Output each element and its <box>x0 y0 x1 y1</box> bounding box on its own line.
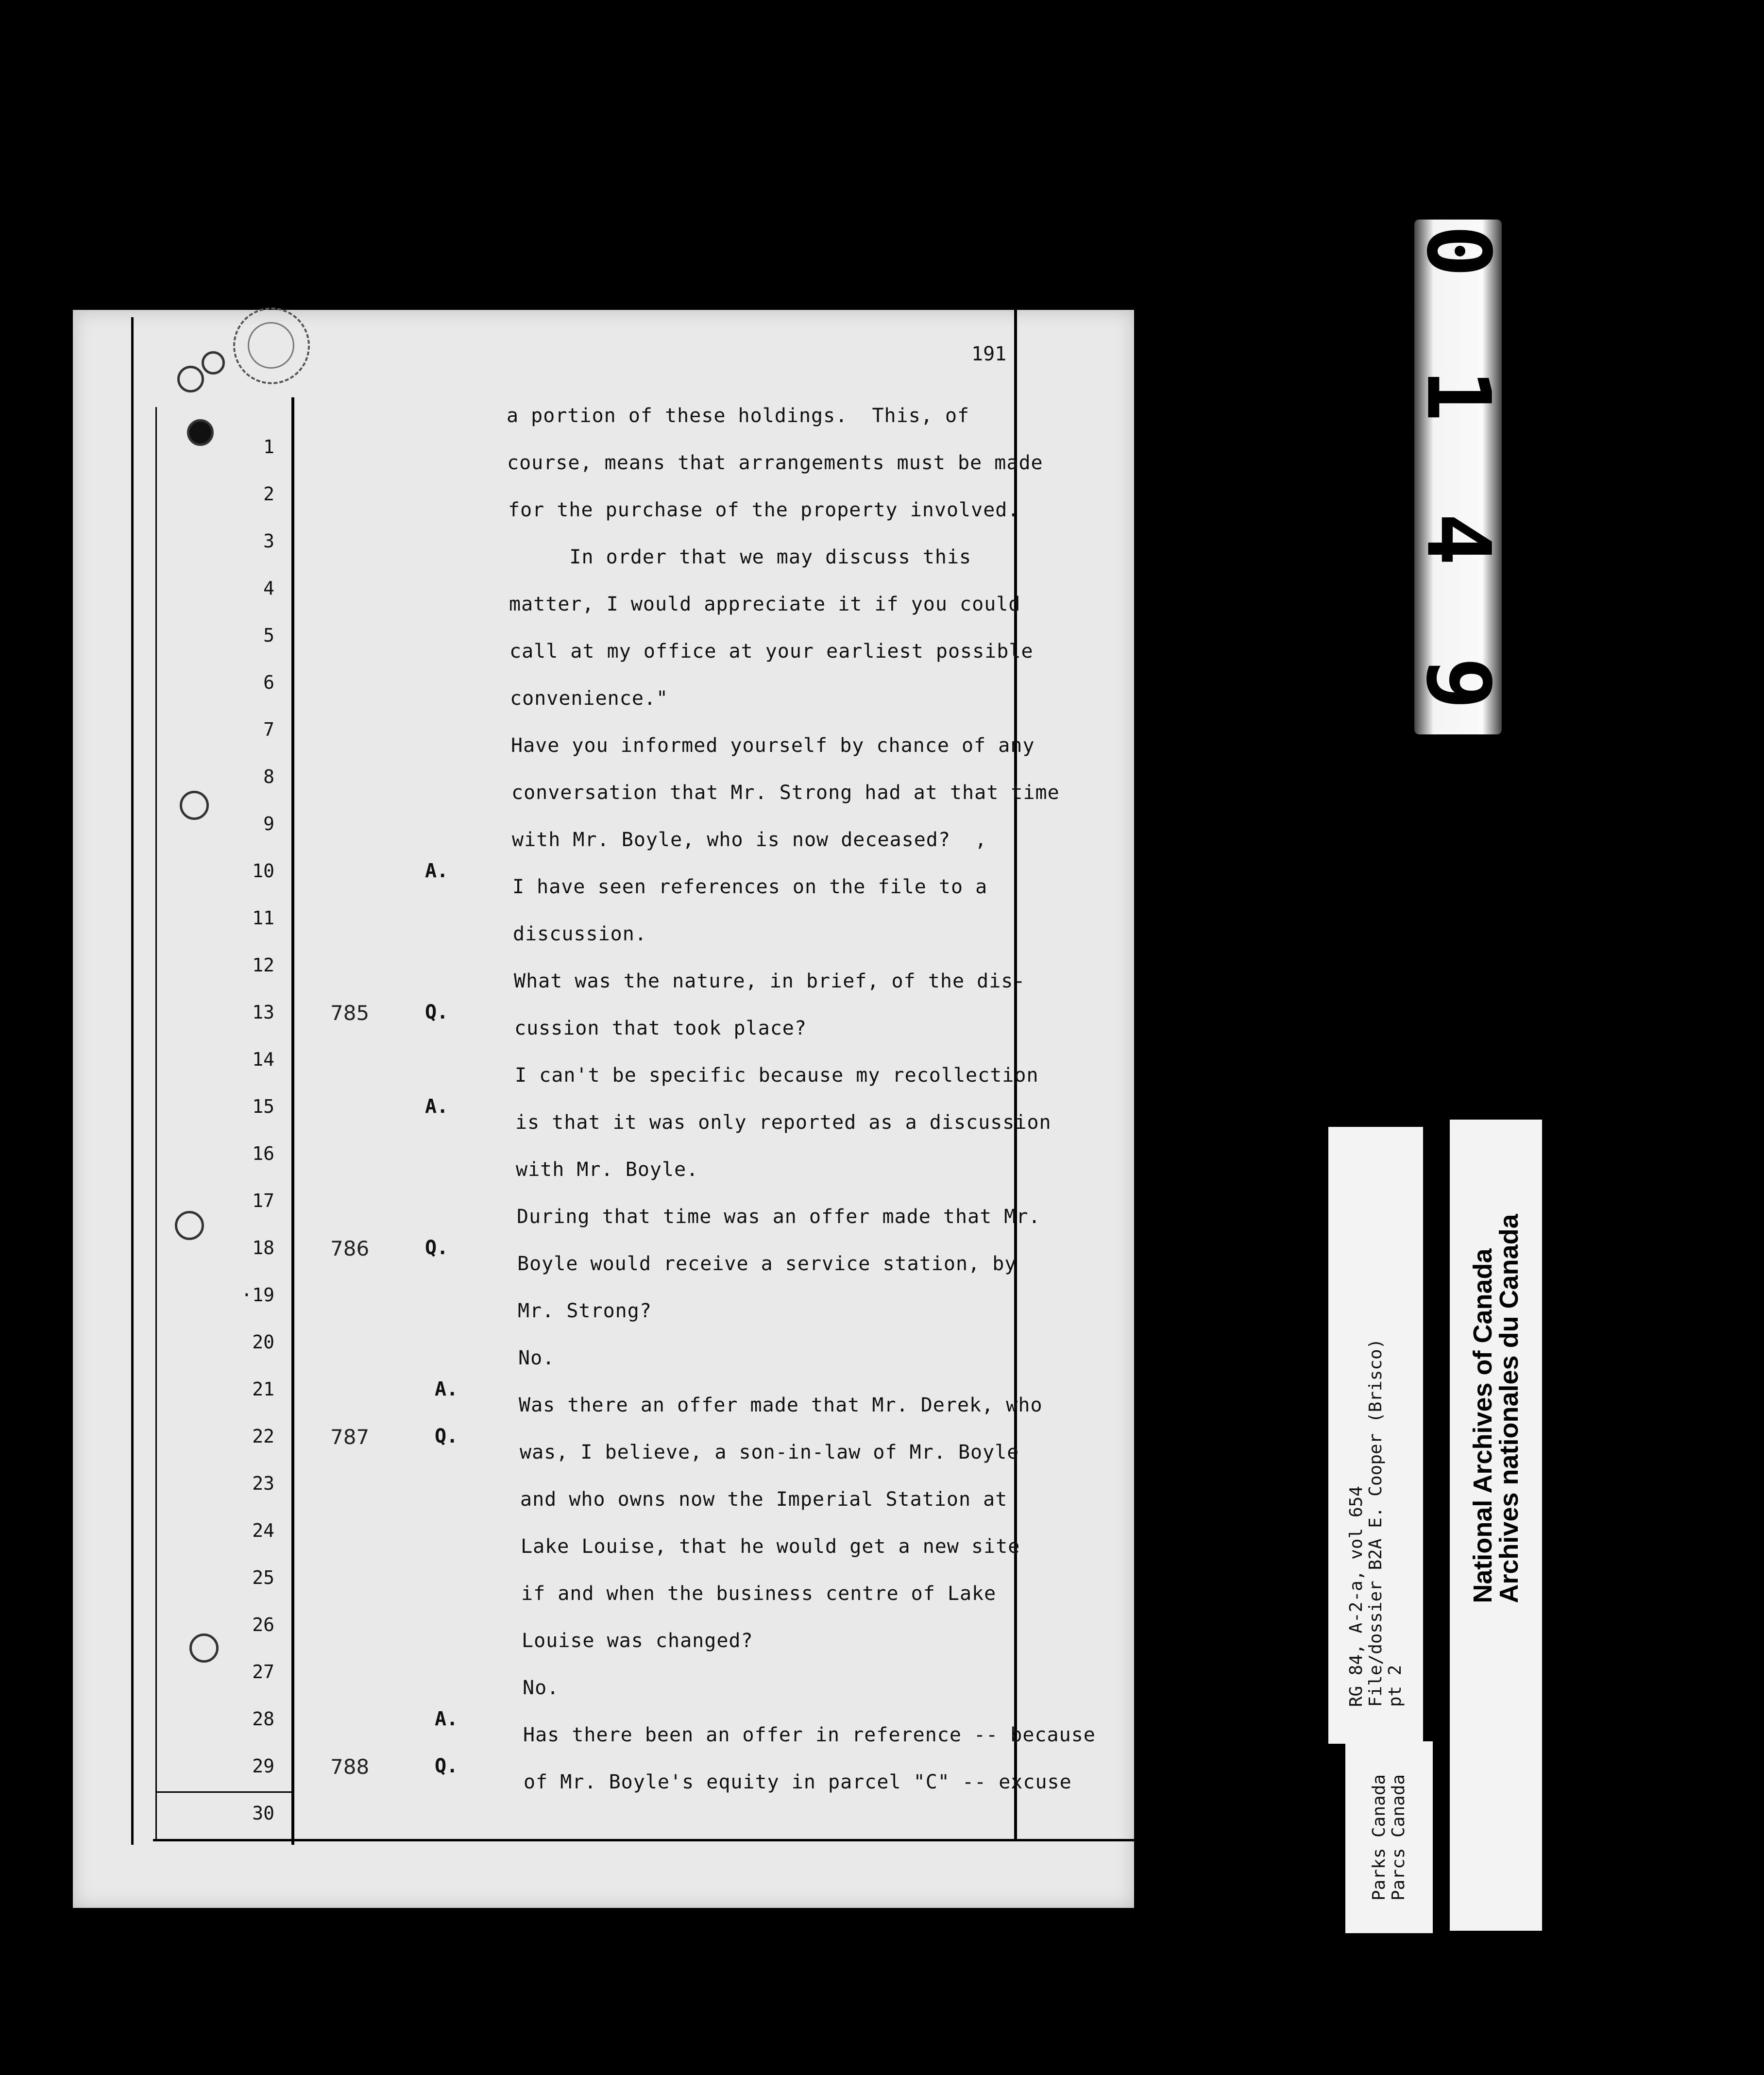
national-archives-line: National Archives of Canada <box>1468 1248 1497 1603</box>
speaker-label: Q. <box>435 1755 458 1777</box>
transcript-line: I have seen references on the file to a <box>512 876 988 898</box>
transcript-line: is that it was only reported as a discussion <box>515 1111 1052 1134</box>
margin-rule <box>291 397 294 1845</box>
line-number: 9 <box>263 813 274 834</box>
line-number: 26 <box>252 1614 274 1635</box>
line-number: 17 <box>252 1190 274 1211</box>
transcript-line: for the purchase of the property involved. <box>508 499 1020 521</box>
transcript-line: conversation that Mr. Strong had at that time <box>511 782 1060 804</box>
question-number: 785 <box>330 1001 370 1025</box>
line-number: 18 <box>252 1237 274 1259</box>
line-number: 5 <box>263 625 274 646</box>
transcript-line: I can't be specific because my recollection <box>515 1064 1039 1087</box>
line-number: 25 <box>252 1567 274 1588</box>
line-number: 8 <box>263 766 274 787</box>
speaker-label: A. <box>425 860 449 882</box>
line-number: 21 <box>252 1378 274 1400</box>
line-number: 13 <box>252 1002 274 1023</box>
speaker-label: Q. <box>425 1001 449 1023</box>
line-number: 6 <box>263 672 274 693</box>
transcript-line: Was there an offer made that Mr. Derek, who <box>519 1394 1043 1416</box>
national-archives-line: Archives nationales du Canada <box>1494 1214 1524 1603</box>
line-number: 11 <box>252 907 274 929</box>
file-reference-text <box>1347 1339 1405 1707</box>
transcript-line: Boyle would receive a service station, by <box>517 1253 1017 1275</box>
punch-hole <box>175 1211 204 1240</box>
line-number: 3 <box>263 530 274 552</box>
punch-hole <box>202 351 225 374</box>
transcript-line: During that time was an offer made that Mr. <box>517 1206 1041 1228</box>
transcript-line: Has there been an offer in reference -- because <box>523 1724 1096 1746</box>
page-number: 191 <box>971 343 1007 365</box>
line-number: 2 <box>263 483 274 505</box>
transcript-line: and who owns now the Imperial Station at <box>520 1488 1008 1511</box>
line-number: 28 <box>252 1708 274 1730</box>
question-number: 788 <box>330 1755 370 1779</box>
line-number: 22 <box>252 1426 274 1447</box>
question-number: 786 <box>330 1237 370 1260</box>
line-number: 12 <box>252 954 274 976</box>
line-number: 7 <box>263 719 274 740</box>
line-number: 29 <box>252 1755 274 1777</box>
line-number: 20 <box>252 1331 274 1353</box>
transcript-line: course, means that arrangements must be made <box>507 452 1043 474</box>
transcript-line: No. <box>523 1677 560 1699</box>
file-reference-line: File/dossier B2A E. Cooper (Brisco) <box>1365 1338 1386 1707</box>
transcript-line: a portion of these holdings. This, of <box>507 405 970 427</box>
question-number: 787 <box>330 1425 370 1449</box>
line-number: 15 <box>252 1096 274 1117</box>
speaker-label: Q. <box>435 1425 458 1447</box>
line-number: 27 <box>252 1661 274 1683</box>
transcript-line: Have you informed yourself by chance of any <box>511 734 1035 757</box>
reference-number-strip <box>1407 80 1509 874</box>
speaker-label: A. <box>425 1095 449 1118</box>
parks-canada-line: Parks Canada <box>1369 1774 1389 1901</box>
transcript-page <box>73 310 1134 1908</box>
punch-hole-filled <box>187 419 214 446</box>
seal-stamp-inner <box>248 322 294 369</box>
left-inner-rule <box>155 407 157 1840</box>
file-reference-line: pt 2 <box>1385 1665 1405 1707</box>
line-number: 24 <box>252 1520 274 1541</box>
transcript-line: if and when the business centre of Lake <box>521 1582 997 1605</box>
transcript-line: with Mr. Boyle. <box>516 1158 699 1181</box>
transcript-line: was, I believe, a son-in-law of Mr. Boyle <box>520 1441 1019 1463</box>
punch-hole <box>177 366 204 392</box>
line-number: ·19 <box>241 1284 274 1306</box>
transcript-line: Mr. Strong? <box>518 1300 652 1322</box>
national-archives-label <box>1450 1120 1542 1931</box>
speaker-label: A. <box>435 1378 458 1400</box>
line-number: 10 <box>252 860 274 882</box>
left-border-rule <box>131 317 134 1845</box>
transcript-line: convenience." <box>510 687 669 710</box>
line-number: 30 <box>252 1803 274 1824</box>
transcript-line: Louise was changed? <box>522 1630 753 1652</box>
speaker-label: A. <box>435 1708 458 1730</box>
file-reference-label <box>1328 1127 1423 1744</box>
transcript-line: What was the nature, in brief, of the dis- <box>514 970 1026 992</box>
line-number: 16 <box>252 1143 274 1164</box>
transcript-line: discussion. <box>513 923 647 945</box>
speaker-label: Q. <box>425 1237 449 1259</box>
transcript-line: In order that we may discuss this <box>509 546 972 568</box>
parks-canada-text <box>1370 1774 1408 1900</box>
reference-number: 0 0 1 4 9 6 <box>1407 80 1509 874</box>
line-number: 1 <box>263 436 274 458</box>
parks-canada-label <box>1345 1741 1433 1933</box>
transcript-line: call at my office at your earliest possible <box>509 640 1034 663</box>
line-30-divider <box>155 1791 294 1793</box>
transcript-line: matter, I would appreciate it if you could <box>509 593 1021 615</box>
bottom-border-rule <box>153 1839 1134 1841</box>
file-reference-line: RG 84, A-2-a, vol 654 <box>1346 1486 1366 1707</box>
transcript-line: No. <box>518 1347 555 1369</box>
transcript-line: with Mr. Boyle, who is now deceased? , <box>512 829 987 851</box>
transcript-line: of Mr. Boyle's equity in parcel "C" -- excuse <box>524 1771 1072 1793</box>
parks-canada-line: Parcs Canada <box>1389 1774 1408 1901</box>
line-number: 23 <box>252 1473 274 1494</box>
line-number: 14 <box>252 1049 274 1070</box>
line-number: 4 <box>263 578 274 599</box>
transcript-line: cussion that took place? <box>514 1017 807 1039</box>
punch-hole <box>180 791 209 820</box>
transcript-line: Lake Louise, that he would get a new site <box>521 1535 1020 1558</box>
national-archives-text <box>1470 1214 1522 1603</box>
punch-hole <box>189 1633 219 1663</box>
